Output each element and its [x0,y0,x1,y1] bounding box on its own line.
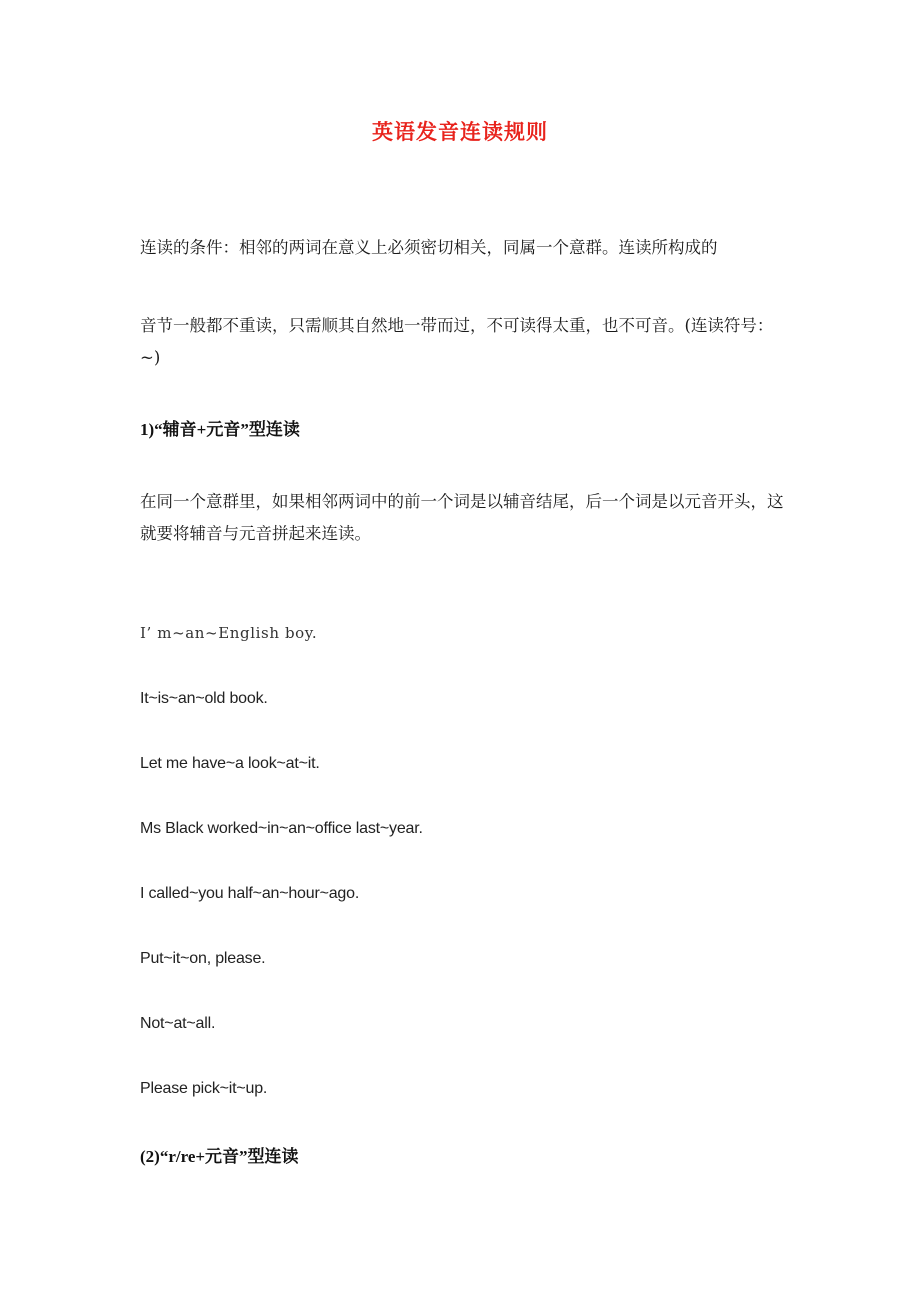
document-title: 英语发音连读规则 [372,119,548,144]
example-sentence: Not~at~all. [140,1015,216,1032]
example-sentence: Please pick~it~up. [140,1080,268,1097]
example-sentence: Put~it~on, please. [140,950,266,967]
example-sentence: I’ m~an~English boy. [140,624,318,642]
section1-description: 在同一个意群里，如果相邻两词中的前一个词是以辅音结尾，后一个词是以元音开头，这就要将辅音与元音拼起来连读。 [140,492,784,543]
example-sentence: Ms Black worked~in~an~office last~year. [140,820,423,837]
example-sentence: I called~you half~an~hour~ago. [140,885,360,902]
example-sentence: Let me have~a look~at~it. [140,755,320,772]
example-sentence: It~is~an~old book. [140,690,268,707]
intro-paragraph-line2: 音节一般都不重读，只需顺其自然地一带而过，不可读得太重，也不可音。(连读符号：~) [140,316,774,367]
section1-heading: 1)“辅音+元音”型连读 [140,420,300,439]
section2-heading: (2)“r/re+元音”型连读 [140,1147,299,1166]
intro-paragraph-line1: 连读的条件：相邻的两词在意义上必须密切相关，同属一个意群。连读所构成的 [140,238,718,257]
